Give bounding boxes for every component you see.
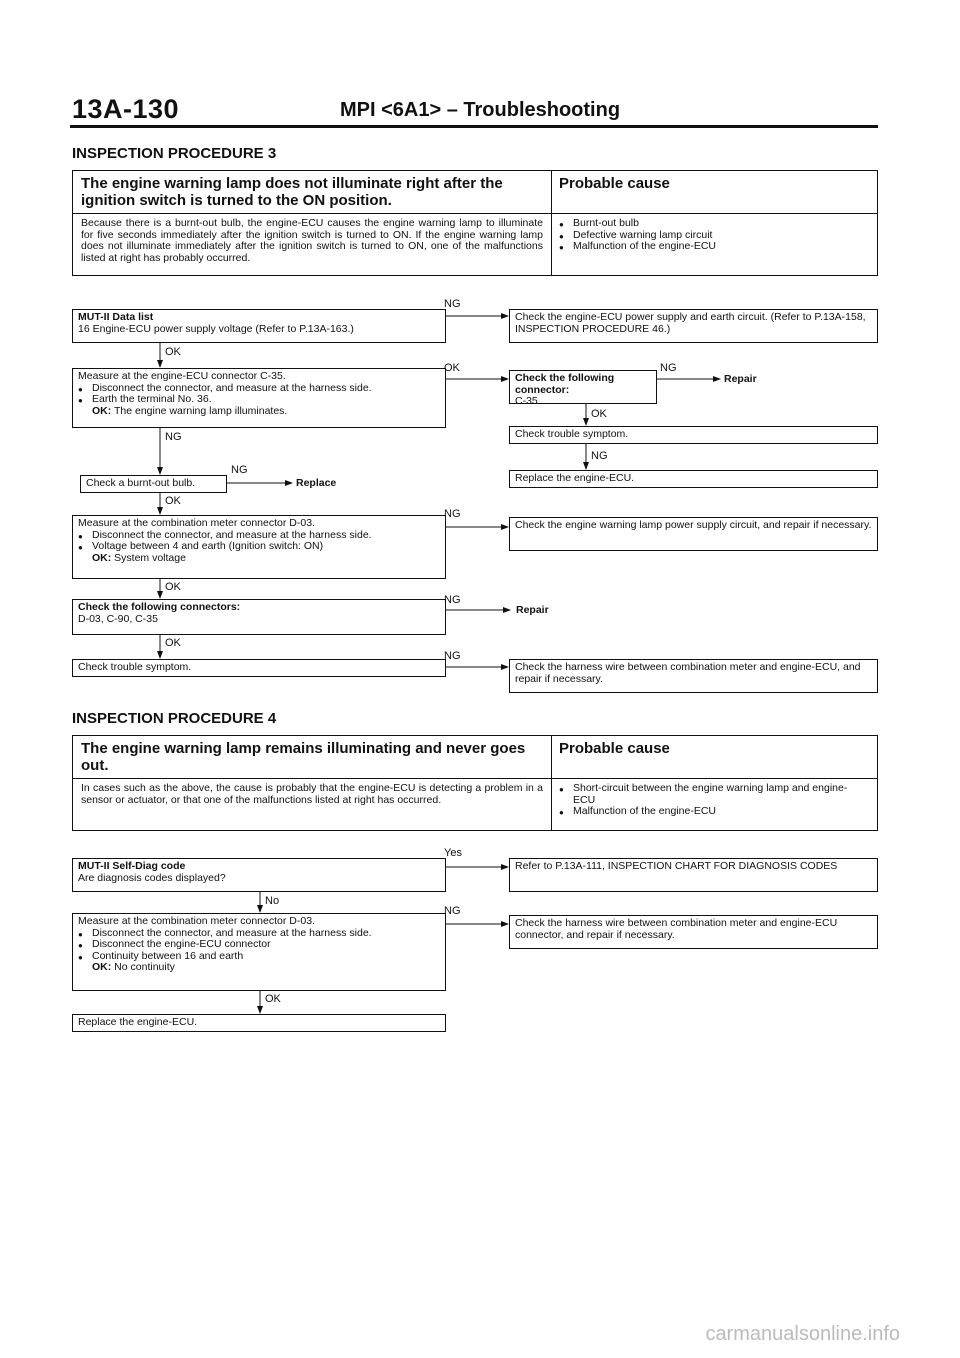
proc3-title: INSPECTION PROCEDURE 3: [72, 145, 277, 162]
p3-box2r-text: C-35.: [515, 395, 541, 407]
p3-check-trouble-symptom-box: Check trouble symptom.: [72, 659, 446, 677]
p3-ng-label-1: NG: [444, 298, 461, 310]
p3-box5-title: Check the following connectors:: [78, 601, 241, 613]
p3-check-bulb-box: Check a burnt-out bulb.: [80, 475, 227, 493]
proc4-causes-list: [551, 778, 877, 830]
p4-harness-wire-check-box: Check the harness wire between combination meter and engine-ECU connector, and repair if necessary.: [509, 915, 878, 949]
p3-box2-item: ● Disconnect the connector, and measure at the harness side.: [78, 383, 440, 395]
cause-item: ● Defective warning lamp circuit: [559, 230, 869, 242]
proc3-cause-header: Probable cause: [559, 175, 670, 192]
p3-ok-label-6: OK: [165, 637, 181, 649]
p3-ng-label-4: NG: [165, 431, 182, 443]
p3-repair-action-1: Repair: [724, 373, 757, 385]
cause-item: ● Malfunction of the engine-ECU: [559, 241, 869, 253]
p3-box5-text: D-03, C-90, C-35: [78, 612, 158, 625]
p4-box2-item: ● Disconnect the connector, and measure at the harness side.: [78, 928, 440, 940]
proc4-symptom-header: The engine warning lamp remains illuminating and never goes out.: [81, 740, 526, 774]
p4-box2-ok-label: OK:: [92, 961, 112, 973]
p3-ng-label-6: NG: [444, 508, 461, 520]
p3-replace-action: Replace: [296, 477, 337, 489]
table-divider: [73, 778, 877, 779]
p3-ng-label-3: NG: [591, 450, 608, 462]
proc4-title: INSPECTION PROCEDURE 4: [72, 710, 277, 727]
p3-box4-title: Measure at the combination meter connector D-03.: [78, 517, 315, 529]
cause-item: ● Short-circuit between the engine warning lamp and engine-ECU: [559, 783, 869, 806]
p4-box2-item: ● Continuity between 16 and earth: [78, 951, 440, 963]
p4-ok-label: OK: [265, 993, 281, 1005]
p3-ng-label-5: NG: [231, 464, 248, 476]
p3-box4-item: ● Disconnect the connector, and measure at the harness side.: [78, 530, 440, 542]
p3-ok-label-5: OK: [165, 581, 181, 593]
p3-ng-label-8: NG: [444, 650, 461, 662]
p3-box4-ok-text: System voltage: [114, 551, 186, 564]
p3-replace-ecu-box: Replace the engine-ECU.: [509, 470, 878, 488]
p3-box2-ok-label: OK:: [92, 404, 112, 417]
p3-ok-label-4: OK: [165, 495, 181, 507]
p3-ng-label-7: NG: [444, 594, 461, 606]
proc4-description: In cases such as the above, the cause is probably that the engine-ECU is detecting a problem in a sensor or actuator, or that one of the malfunctions listed at right has occurred.: [81, 782, 543, 806]
p3-harness-wire-check-box: Check the harness wire between combination meter and engine-ECU, and repair if necessary.: [509, 659, 878, 693]
p3-box2-title: Measure at the engine-ECU connector C-35.: [78, 370, 286, 382]
p4-box1-text: Are diagnosis codes displayed?: [78, 871, 226, 884]
p4-replace-ecu-box: Replace the engine-ECU.: [72, 1014, 446, 1032]
p3-box2-ok-text: The engine warning lamp illuminates.: [113, 404, 288, 417]
p4-self-diag-box: [72, 858, 446, 892]
p4-box1-title: MUT-II Self-Diag code: [78, 860, 186, 872]
proc4-table: [72, 735, 878, 831]
p4-ng-label: NG: [444, 905, 461, 917]
p3-measure-meter-connector-box: [72, 515, 446, 579]
p3-box4-ok-label: OK:: [92, 551, 112, 564]
p3-power-supply-check-box: Check the engine-ECU power supply and earth circuit. (Refer to P.13A-158, INSPECTION PROCEDURE 46.): [509, 309, 878, 343]
proc4-cause-header: Probable cause: [559, 740, 670, 757]
p4-yes-label: Yes: [444, 847, 462, 859]
p3-check-connector-c35-box: [509, 370, 657, 407]
cause-item: ● Malfunction of the engine-ECU: [559, 806, 869, 818]
table-divider: [551, 736, 552, 830]
p4-box2-title: Measure at the combination meter connector D-03.: [78, 915, 315, 927]
p3-ok-label-1: OK: [165, 346, 181, 358]
p3-ok-label-2: OK: [444, 362, 460, 374]
p3-ok-label-3: OK: [591, 408, 607, 420]
watermark: carmanualsonline.info: [705, 1323, 900, 1345]
p3-lamp-power-circuit-box: Check the engine warning lamp power supply circuit, and repair if necessary.: [509, 517, 878, 551]
p3-ng-label-2: NG: [660, 362, 677, 374]
p3-check-trouble-symptom-box-r: Check trouble symptom.: [509, 426, 878, 444]
p3-check-connectors-box: [72, 599, 446, 635]
proc3-description: Because there is a burnt-out bulb, the engine-ECU causes the engine warning lamp to illuminate for five seconds immediately after the ignition switch is turned to ON. If the engine warning lamp does not illuminate immediately after the ignition switch is turned to ON, one of the malfunctions listed at right has probably occurred.: [81, 217, 543, 264]
cause-item: ● Burnt-out bulb: [559, 218, 869, 230]
p4-box2-ok-text: No continuity: [114, 961, 175, 973]
page-number: 13A-130: [72, 94, 180, 124]
p4-refer-chart-box: Refer to P.13A-111, INSPECTION CHART FOR DIAGNOSIS CODES: [509, 858, 878, 892]
page-title: MPI <6A1> – Troubleshooting: [340, 99, 621, 121]
p3-box2r-title: Check the following connector:: [515, 372, 615, 396]
p3-mut-data-list-box: [72, 309, 446, 343]
p3-box2-item: ● Earth the terminal No. 36.: [78, 394, 440, 406]
p3-measure-ecu-connector-box: [72, 368, 446, 428]
p4-no-label: No: [265, 895, 280, 907]
p3-box1-text: 16 Engine-ECU power supply voltage (Refer to P.13A-163.): [78, 322, 354, 335]
p4-measure-meter-connector-box: [72, 913, 446, 991]
p3-repair-action-2: Repair: [516, 604, 549, 616]
p4-box2-item: ● Disconnect the engine-ECU connector: [78, 939, 440, 951]
p3-box4-item: ● Voltage between 4 and earth (Ignition switch: ON): [78, 541, 440, 553]
p3-box1-title: MUT-II Data list: [78, 311, 154, 323]
proc3-symptom-header: The engine warning lamp does not illuminate right after the ignition switch is turned to the ON position.: [81, 175, 503, 209]
